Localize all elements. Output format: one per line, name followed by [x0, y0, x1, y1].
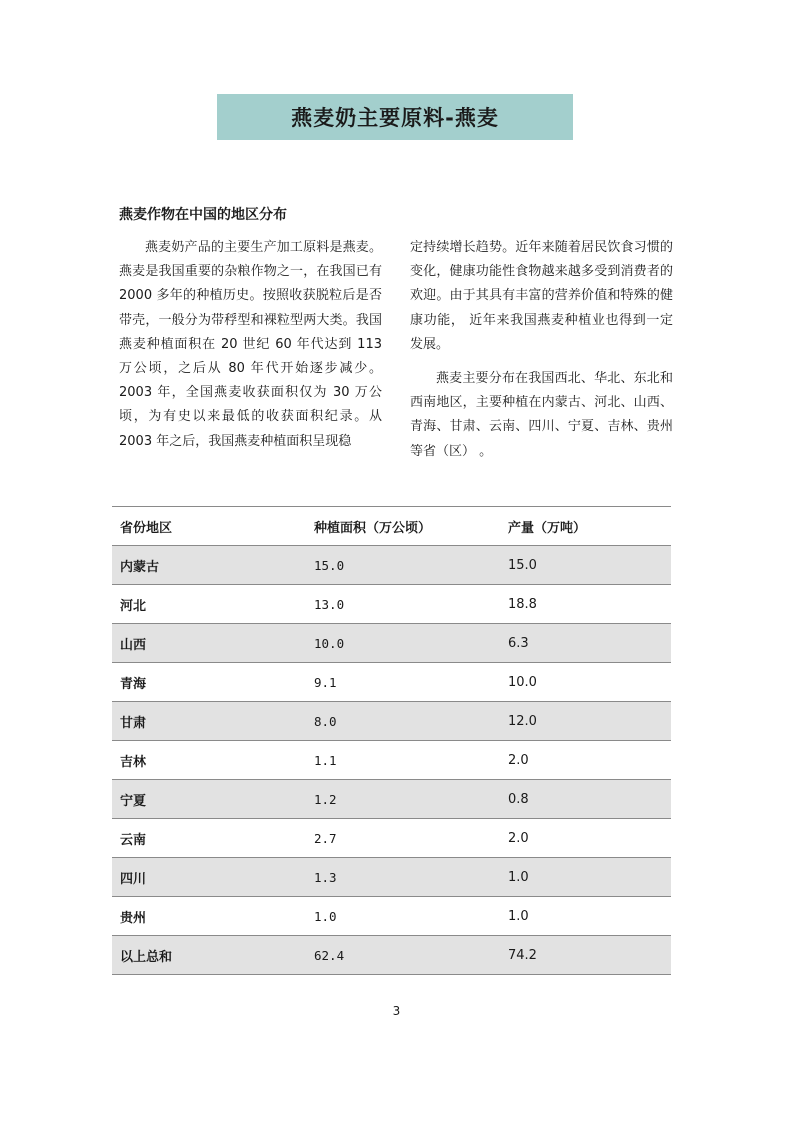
- output-cell: 74.2: [500, 936, 671, 975]
- area-cell: 8.0: [306, 702, 500, 741]
- oat-region-table: [112, 506, 671, 975]
- province-cell: 以上总和: [112, 936, 306, 975]
- header-province: 省份地区: [112, 507, 306, 546]
- title-banner: [217, 94, 573, 140]
- area-cell: 1.1: [306, 741, 500, 780]
- province-cell: 云南: [112, 819, 306, 858]
- table-row: [112, 702, 671, 741]
- output-cell: 12.0: [500, 702, 671, 741]
- area-cell: 9.1: [306, 663, 500, 702]
- paragraph-distribution: 燕麦主要分布在我国西北、华北、东北和西南地区，主要种植在内蒙古、河北、山西、青海、甘肃、云南、四川、宁夏、吉林、贵州等省（区） 。: [410, 371, 673, 459]
- text-column-left: [119, 236, 382, 454]
- page-number: 3: [392, 1004, 401, 1018]
- area-cell: 1.2: [306, 780, 500, 819]
- output-cell: 1.0: [500, 897, 671, 936]
- table-row: [112, 819, 671, 858]
- output-cell: 18.8: [500, 585, 671, 624]
- province-cell: 甘肃: [112, 702, 306, 741]
- table-row: [112, 936, 671, 975]
- area-cell: 1.0: [306, 897, 500, 936]
- area-cell: 15.0: [306, 546, 500, 585]
- province-cell: 贵州: [112, 897, 306, 936]
- table-row: [112, 663, 671, 702]
- province-cell: 内蒙古: [112, 546, 306, 585]
- province-cell: 河北: [112, 585, 306, 624]
- area-cell: 62.4: [306, 936, 500, 975]
- province-cell: 山西: [112, 624, 306, 663]
- output-cell: 6.3: [500, 624, 671, 663]
- output-cell: 2.0: [500, 819, 671, 858]
- table-body: [112, 546, 671, 975]
- header-output: 产量（万吨）: [500, 507, 671, 546]
- table-header-row: [112, 507, 671, 546]
- area-cell: 10.0: [306, 624, 500, 663]
- table-row: [112, 585, 671, 624]
- text-column-right: [410, 236, 673, 464]
- area-cell: 2.7: [306, 819, 500, 858]
- province-cell: 宁夏: [112, 780, 306, 819]
- table-row: [112, 897, 671, 936]
- table-row: [112, 780, 671, 819]
- table-row: [112, 858, 671, 897]
- header-area: 种植面积（万公顷）: [306, 507, 500, 546]
- table-row: [112, 741, 671, 780]
- table-row: [112, 546, 671, 585]
- paragraph-continued: 定持续增长趋势。近年来随着居民饮食习惯的变化，健康功能性食物越来越多受到消费者的欢迎。由于其具有丰富的营养价值和特殊的健康功能， 近年来我国燕麦种植业也得到一定发展。: [410, 240, 673, 352]
- output-cell: 0.8: [500, 780, 671, 819]
- output-cell: 10.0: [500, 663, 671, 702]
- province-cell: 四川: [112, 858, 306, 897]
- output-cell: 2.0: [500, 741, 671, 780]
- province-cell: 吉林: [112, 741, 306, 780]
- page-title: 燕麦奶主要原料-燕麦: [291, 106, 499, 130]
- area-cell: 1.3: [306, 858, 500, 897]
- paragraph-intro: 燕麦奶产品的主要生产加工原料是燕麦。燕麦是我国重要的杂粮作物之一，在我国已有 2000 多年的种植历史。按照收获脱粒后是否带壳，一般分为带稃型和裸粒型两大类。我国燕麦种植面积在 20 世纪 60 年代达到 113 万公顷，之后从 80 年代开始逐步减少。2003 年，全国燕麦收获面积仅为 30 万公顷，为有史以来最低的收获面积纪录。从 2003 年之后，我国燕麦种植面积呈现稳: [119, 240, 382, 449]
- table-row: [112, 624, 671, 663]
- area-cell: 13.0: [306, 585, 500, 624]
- output-cell: 15.0: [500, 546, 671, 585]
- output-cell: 1.0: [500, 858, 671, 897]
- province-cell: 青海: [112, 663, 306, 702]
- section-heading: 燕麦作物在中国的地区分布: [119, 207, 287, 223]
